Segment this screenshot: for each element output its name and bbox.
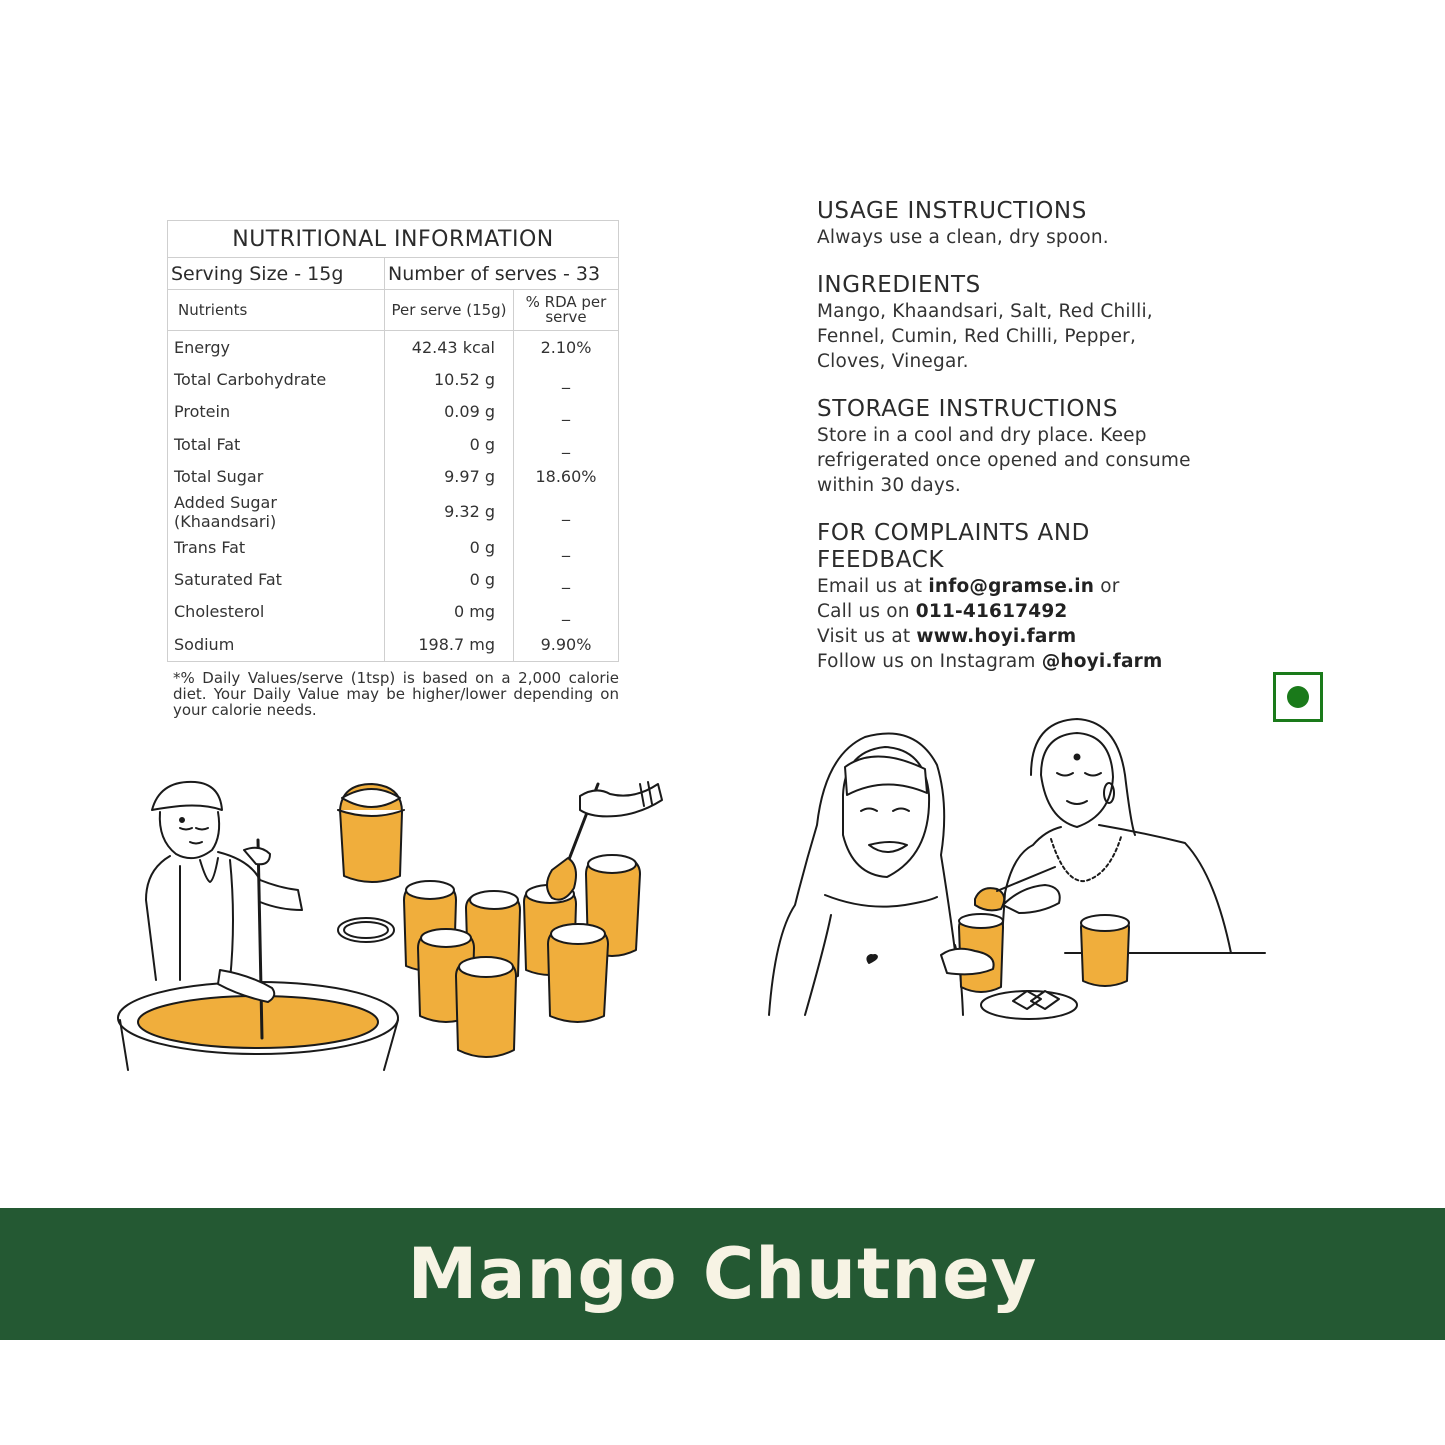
nutrient-rda: _ [514,396,619,428]
storage-text: Store in a cool and dry place. Keep refrigerated once opened and consume within 30 days. [817,425,1191,496]
instagram-handle[interactable]: @hoyi.farm [1041,651,1163,672]
nutrient-rda: _ [514,493,619,531]
nutrient-rda: _ [514,428,619,460]
veg-symbol-icon [1273,672,1323,722]
product-name: Mango Chutney [407,1233,1038,1315]
nutrient-value: 0.09 g [385,396,514,428]
nutrition-row [168,396,619,428]
visit-line [817,624,1197,649]
nutrition-row [168,628,619,661]
nutrition-row [168,531,619,563]
instagram-prefix: Follow us on Instagram [817,651,1042,672]
nutrition-title: NUTRITIONAL INFORMATION [168,221,619,258]
visit-prefix: Visit us at [817,626,917,647]
nutrient-value: 0 g [385,531,514,563]
nutrient-name: Protein [174,402,231,422]
nutrient-name: Added Sugar (Khaandsari) [174,492,277,531]
nutrient-name: Total Sugar [174,467,264,487]
nutrient-rda: 2.10% [514,331,619,364]
header-rda: % RDA per serve [514,290,619,331]
call-prefix: Call us on [817,601,916,622]
nutrition-row [168,596,619,628]
nutrient-value: 0 g [385,563,514,595]
nutrient-rda: 18.60% [514,461,619,493]
nutrient-name: Cholesterol [174,602,265,622]
nutrient-name: Energy [174,337,231,357]
nutrient-name: Sodium [174,634,235,654]
nutrient-rda: 9.90% [514,628,619,661]
nutrition-footnote: *% Daily Values/serve (1tsp) is based on a 2,000 calorie diet. Your Daily Value may be higher/lower depending on your calorie needs. [173,668,619,719]
nutrition-row [168,493,619,531]
nutrient-value: 198.7 mg [385,628,514,661]
feedback-section [817,520,1197,674]
veg-dot [1287,686,1309,708]
ingredients-text: Mango, Khaandsari, Salt, Red Chilli, Fennel, Cumin, Red Chilli, Pepper, Cloves, Vinegar. [817,301,1153,372]
nutrition-panel [167,220,619,718]
product-name-banner [0,1208,1445,1340]
nutrient-value: 42.43 kcal [385,331,514,364]
nutrient-rda: _ [514,596,619,628]
nutrient-value: 9.97 g [385,461,514,493]
nutrient-name: Saturated Fat [174,570,282,590]
nutrition-row [168,363,619,395]
nutrient-name: Total Fat [174,434,241,454]
usage-text: Always use a clean, dry spoon. [817,227,1109,248]
email-line [817,574,1197,599]
email-prefix: Email us at [817,576,929,597]
nutrition-row [168,461,619,493]
ingredients-heading: INGREDIENTS [817,272,981,298]
nutrition-table [167,220,619,662]
ingredients-section [817,272,1197,374]
nutrient-value: 0 mg [385,596,514,628]
header-per-serve: Per serve (15g) [385,290,514,331]
nutrient-rda: _ [514,363,619,395]
info-panel [817,198,1197,696]
nutrition-row [168,331,619,364]
header-nutrients: Nutrients [168,290,385,331]
website-link[interactable]: www.hoyi.farm [916,626,1077,647]
nutrient-rda: _ [514,531,619,563]
usage-heading: USAGE INSTRUCTIONS [817,198,1087,224]
instagram-line [817,649,1197,674]
usage-section [817,198,1197,250]
storage-heading: STORAGE INSTRUCTIONS [817,396,1119,422]
family-illustration [765,715,1270,1025]
nutrient-value: 9.32 g [385,493,514,531]
nutrient-name: Trans Fat [174,537,246,557]
nutrient-name: Total Carbohydrate [174,370,327,390]
cooking-illustration [110,770,670,1080]
email-suffix: or [1094,576,1120,597]
storage-section [817,396,1197,498]
feedback-heading: FOR COMPLAINTS AND FEEDBACK [817,520,1090,573]
nutrient-value: 10.52 g [385,363,514,395]
call-line [817,599,1197,624]
nutrition-row [168,428,619,460]
nutrient-rda: _ [514,563,619,595]
nutrient-value: 0 g [385,428,514,460]
email-link[interactable]: info@gramse.in [928,576,1095,597]
number-of-serves: Number of serves - 33 [385,258,619,290]
serving-size: Serving Size - 15g [168,258,385,290]
phone-number[interactable]: 011-41617492 [915,601,1068,622]
nutrition-row [168,563,619,595]
